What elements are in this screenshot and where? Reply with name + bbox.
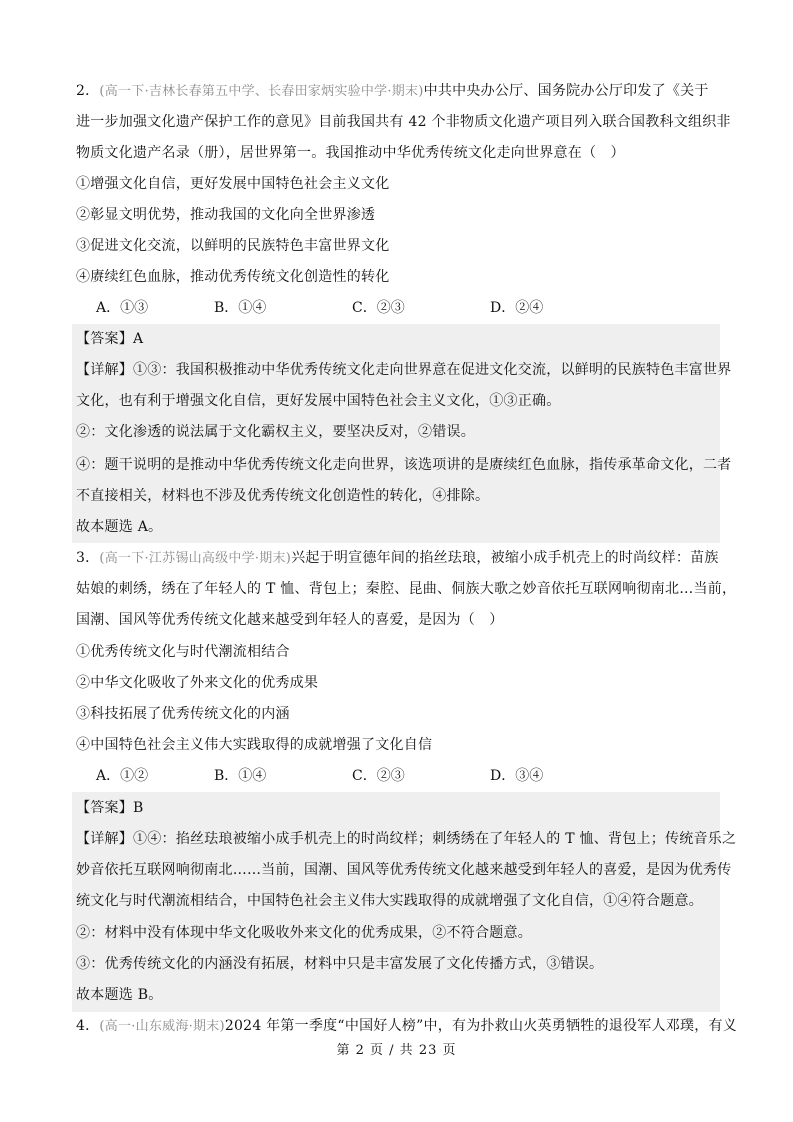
q4-stem-text: 2024 年第一季度“中国好人榜”中，有为扑救山火英勇牺牲的退役军人邓璞，有义 [224, 1018, 737, 1034]
q3-analysis-line-5: ③：优秀传统文化的内涵没有拓展，材料中只是丰富发展了文化传播方式，③错误。 [76, 956, 604, 972]
q2-item-3: ③促进文化交流，以鲜明的民族特色丰富世界文化 [76, 238, 390, 254]
q2-analysis-line-4: ④：题干说明的是推动中华优秀传统文化走向世界，该选项讲的是赓续红色血脉，指传承革命文化，二者 [76, 457, 732, 473]
q3-item-4: ④中国特色社会主义伟大实践取得的成就增强了文化自信 [76, 737, 433, 753]
q3-analysis-line-4: ②：材料中没有体现中华文化吸收外来文化的优秀成果，②不符合题意。 [76, 925, 532, 941]
q3-stem-text: 兴起于明宣德年间的掐丝珐琅，被缩小成手机壳上的时尚纹样：苗族 [291, 550, 719, 566]
q3-option-c: C．②③ [352, 768, 405, 784]
q3-option-a: A．①② [96, 768, 149, 784]
q2-stem-text: 中共中央办公厅、国务院办公厅印发了《关于 [423, 83, 709, 99]
q3-stem-line-1 [76, 548, 718, 569]
q3-option-b: B．①④ [214, 768, 267, 784]
q3-number: 3． [76, 550, 100, 566]
page-number-footer: 第 2 页 / 共 23 页 [336, 1043, 457, 1058]
q3-analysis-line-6: 故本题选 B。 [76, 987, 163, 1003]
q2-option-c: C．②③ [352, 300, 405, 316]
q2-stem-line-1 [76, 81, 718, 102]
q4-stem-line-1 [76, 1016, 737, 1037]
q3-answer: 【答案】B [76, 800, 144, 816]
q2-option-d: D．②④ [490, 300, 544, 316]
q2-stem-line-3: 物质文化遗产名录（册），居世界第一。我国推动中华优秀传统文化走向世界意在（ ） [76, 145, 625, 161]
q3-stem-line-3: 国潮、国风等优秀传统文化越来越受到年轻人的喜爱，是因为（ ） [76, 612, 504, 628]
q2-analysis-line-1: 【详解】①③：我国积极推动中华优秀传统文化走向世界意在促进文化交流，以鲜明的民族特色丰富世界 [76, 362, 732, 378]
q2-item-2: ②彰显文明优势，推动我国的文化向全世界渗透 [76, 207, 376, 223]
q2-option-a: A．①③ [96, 300, 149, 316]
q3-analysis-line-3: 统文化与时代潮流相结合，中国特色社会主义伟大实践取得的成就增强了文化自信，①④符合题意。 [76, 893, 703, 909]
q3-source: (高一下·江苏锡山高级中学·期末) [99, 551, 292, 566]
q2-option-b: B．①④ [214, 300, 267, 316]
q2-analysis-line-6: 故本题选 A。 [76, 519, 163, 535]
q2-analysis-line-3: ②：文化渗透的说法属于文化霸权主义，要坚决反对，②错误。 [76, 424, 475, 440]
q3-option-d: D．③④ [490, 768, 544, 784]
q2-source: (高一下·吉林长春第五中学、长春田家炳实验中学·期末) [99, 84, 424, 99]
q2-number: 2． [76, 83, 100, 99]
q2-item-4: ④赓续红色血脉，推动优秀传统文化创造性的转化 [76, 269, 390, 285]
q2-analysis-line-5: 不直接相关，材料也不涉及优秀传统文化创造性的转化，④排除。 [76, 488, 490, 504]
q3-stem-line-2: 姑娘的刺绣，绣在了年轻人的 T 恤、背包上；秦腔、昆曲、侗族大歌之妙音依托互联网响彻南北…当前， [76, 581, 737, 597]
q3-analysis-line-1: 【详解】①④：掐丝珐琅被缩小成手机壳上的时尚纹样；刺绣绣在了年轻人的 T 恤、背包上；传统音乐之 [76, 831, 737, 847]
q2-answer: 【答案】A [76, 331, 144, 347]
q3-item-3: ③科技拓展了优秀传统文化的内涵 [76, 706, 290, 722]
q2-stem-line-2: 进一步加强文化遗产保护工作的意见》目前我国共有 42 个非物质文化遗产项目列入联合国教科文组织非 [76, 114, 731, 130]
q4-source: (高一·山东威海·期末) [99, 1019, 225, 1034]
q2-analysis-line-2: 文化，也有利于增强文化自信，更好发展中国特色社会主义文化，①③正确。 [76, 393, 561, 409]
q4-number: 4． [76, 1018, 100, 1034]
q2-item-1: ①增强文化自信，更好发展中国特色社会主义文化 [76, 176, 390, 192]
q3-analysis-line-2: 妙音依托互联网响彻南北……当前，国潮、国风等优秀传统文化越来越受到年轻人的喜爱，是因为优秀传 [76, 862, 732, 878]
q3-item-2: ②中华文化吸收了外来文化的优秀成果 [76, 675, 319, 691]
q3-item-1: ①优秀传统文化与时代潮流相结合 [76, 644, 290, 660]
